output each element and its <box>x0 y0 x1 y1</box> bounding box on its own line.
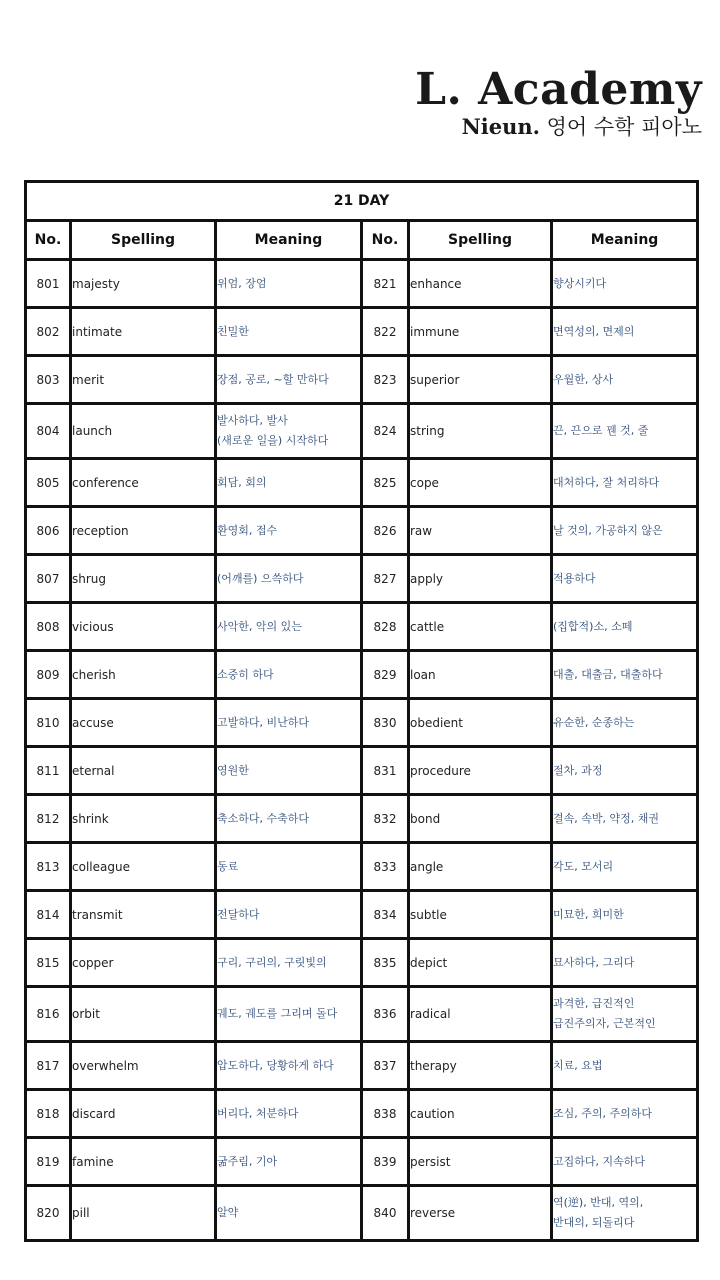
word-meaning: 조심, 주의, 주의하다 <box>552 1090 698 1138</box>
word-meaning: 대처하다, 잘 처리하다 <box>552 459 698 507</box>
word-number: 804 <box>26 404 71 459</box>
word-spelling: reception <box>71 507 216 555</box>
table-row <box>26 507 698 555</box>
word-number: 821 <box>362 260 409 308</box>
word-spelling: cope <box>409 459 552 507</box>
word-meaning: 발사하다, 발사 (새로운 일을) 시작하다 <box>216 404 362 459</box>
word-number: 817 <box>26 1042 71 1090</box>
word-spelling: procedure <box>409 747 552 795</box>
table-row <box>26 843 698 891</box>
word-spelling: therapy <box>409 1042 552 1090</box>
word-meaning: (집합적)소, 소떼 <box>552 603 698 651</box>
word-meaning: 대출, 대출금, 대출하다 <box>552 651 698 699</box>
word-number: 837 <box>362 1042 409 1090</box>
header-no: No. <box>362 221 409 260</box>
word-spelling: immune <box>409 308 552 356</box>
word-meaning: 결속, 속박, 약정, 채권 <box>552 795 698 843</box>
table-row <box>26 404 698 459</box>
word-spelling: orbit <box>71 987 216 1042</box>
word-number: 819 <box>26 1138 71 1186</box>
table-row <box>26 555 698 603</box>
word-meaning: 축소하다, 수축하다 <box>216 795 362 843</box>
header-spelling: Spelling <box>409 221 552 260</box>
table-row <box>26 308 698 356</box>
word-number: 825 <box>362 459 409 507</box>
academy-logo <box>415 66 702 140</box>
table-row <box>26 459 698 507</box>
word-number: 801 <box>26 260 71 308</box>
word-spelling: enhance <box>409 260 552 308</box>
word-number: 835 <box>362 939 409 987</box>
word-number: 808 <box>26 603 71 651</box>
word-number: 822 <box>362 308 409 356</box>
word-number: 826 <box>362 507 409 555</box>
word-spelling: colleague <box>71 843 216 891</box>
word-spelling: copper <box>71 939 216 987</box>
word-spelling: loan <box>409 651 552 699</box>
word-spelling: intimate <box>71 308 216 356</box>
word-spelling: cattle <box>409 603 552 651</box>
word-spelling: radical <box>409 987 552 1042</box>
word-meaning: 적용하다 <box>552 555 698 603</box>
word-meaning: (어깨를) 으쓱하다 <box>216 555 362 603</box>
word-spelling: reverse <box>409 1186 552 1241</box>
word-meaning: 각도, 모서리 <box>552 843 698 891</box>
word-spelling: string <box>409 404 552 459</box>
word-number: 836 <box>362 987 409 1042</box>
word-number: 820 <box>26 1186 71 1241</box>
word-meaning: 압도하다, 당황하게 하다 <box>216 1042 362 1090</box>
word-number: 838 <box>362 1090 409 1138</box>
word-number: 806 <box>26 507 71 555</box>
word-number: 834 <box>362 891 409 939</box>
word-number: 833 <box>362 843 409 891</box>
word-spelling: pill <box>71 1186 216 1241</box>
word-spelling: accuse <box>71 699 216 747</box>
word-spelling: majesty <box>71 260 216 308</box>
word-meaning: 장점, 공로, ~할 만하다 <box>216 356 362 404</box>
word-spelling: apply <box>409 555 552 603</box>
word-spelling: obedient <box>409 699 552 747</box>
word-number: 829 <box>362 651 409 699</box>
table-row <box>26 1090 698 1138</box>
vocab-table <box>24 180 699 1242</box>
table-row <box>26 987 698 1042</box>
table-row <box>26 795 698 843</box>
word-meaning: 우월한, 상사 <box>552 356 698 404</box>
word-meaning: 친밀한 <box>216 308 362 356</box>
header-meaning: Meaning <box>216 221 362 260</box>
word-meaning: 향상시키다 <box>552 260 698 308</box>
word-meaning: 알약 <box>216 1186 362 1241</box>
word-number: 805 <box>26 459 71 507</box>
word-meaning: 버리다, 처분하다 <box>216 1090 362 1138</box>
word-number: 810 <box>26 699 71 747</box>
logo-subjects: 영어 수학 피아노 <box>546 115 702 139</box>
word-number: 815 <box>26 939 71 987</box>
word-number: 813 <box>26 843 71 891</box>
word-spelling: vicious <box>71 603 216 651</box>
word-number: 811 <box>26 747 71 795</box>
word-meaning: 끈, 끈으로 꿴 것, 줄 <box>552 404 698 459</box>
table-row <box>26 939 698 987</box>
word-meaning: 영원한 <box>216 747 362 795</box>
header-spelling: Spelling <box>71 221 216 260</box>
word-spelling: famine <box>71 1138 216 1186</box>
word-meaning: 궤도, 궤도를 그리며 돌다 <box>216 987 362 1042</box>
word-number: 832 <box>362 795 409 843</box>
word-spelling: cherish <box>71 651 216 699</box>
header-no: No. <box>26 221 71 260</box>
logo-main-text: L. Academy <box>415 64 702 115</box>
word-spelling: bond <box>409 795 552 843</box>
word-number: 814 <box>26 891 71 939</box>
word-spelling: angle <box>409 843 552 891</box>
word-spelling: depict <box>409 939 552 987</box>
word-number: 823 <box>362 356 409 404</box>
table-row <box>26 747 698 795</box>
word-spelling: discard <box>71 1090 216 1138</box>
word-meaning: 소중히 하다 <box>216 651 362 699</box>
word-meaning: 굶주림, 기아 <box>216 1138 362 1186</box>
word-number: 818 <box>26 1090 71 1138</box>
word-meaning: 전달하다 <box>216 891 362 939</box>
word-meaning: 역(逆), 반대, 역의, 반대의, 되돌리다 <box>552 1186 698 1241</box>
word-meaning: 동료 <box>216 843 362 891</box>
word-meaning: 고발하다, 비난하다 <box>216 699 362 747</box>
word-spelling: transmit <box>71 891 216 939</box>
word-meaning: 면역성의, 면제의 <box>552 308 698 356</box>
vocab-body <box>26 260 698 1241</box>
word-number: 828 <box>362 603 409 651</box>
table-row <box>26 651 698 699</box>
word-spelling: conference <box>71 459 216 507</box>
word-meaning: 미묘한, 희미한 <box>552 891 698 939</box>
word-spelling: shrug <box>71 555 216 603</box>
word-meaning: 사악한, 악의 있는 <box>216 603 362 651</box>
word-spelling: eternal <box>71 747 216 795</box>
word-spelling: subtle <box>409 891 552 939</box>
word-number: 803 <box>26 356 71 404</box>
word-number: 840 <box>362 1186 409 1241</box>
word-number: 802 <box>26 308 71 356</box>
logo-sub-text <box>415 114 702 140</box>
header-meaning: Meaning <box>552 221 698 260</box>
word-spelling: overwhelm <box>71 1042 216 1090</box>
table-row <box>26 260 698 308</box>
word-meaning: 과격한, 급진적인 급진주의자, 근본적인 <box>552 987 698 1042</box>
word-meaning: 묘사하다, 그리다 <box>552 939 698 987</box>
table-row <box>26 891 698 939</box>
word-number: 809 <box>26 651 71 699</box>
word-number: 816 <box>26 987 71 1042</box>
word-spelling: raw <box>409 507 552 555</box>
word-meaning: 환영회, 접수 <box>216 507 362 555</box>
word-number: 839 <box>362 1138 409 1186</box>
word-meaning: 구리, 구리의, 구릿빛의 <box>216 939 362 987</box>
table-row <box>26 1138 698 1186</box>
word-spelling: caution <box>409 1090 552 1138</box>
word-number: 824 <box>362 404 409 459</box>
table-row <box>26 1186 698 1241</box>
word-number: 830 <box>362 699 409 747</box>
word-spelling: launch <box>71 404 216 459</box>
word-meaning: 고집하다, 지속하다 <box>552 1138 698 1186</box>
word-meaning: 날 것의, 가공하지 않은 <box>552 507 698 555</box>
table-title: 21 DAY <box>26 182 698 221</box>
word-meaning: 절차, 과정 <box>552 747 698 795</box>
word-number: 807 <box>26 555 71 603</box>
table-row <box>26 356 698 404</box>
logo-brand: Nieun. <box>461 114 540 139</box>
table-row <box>26 699 698 747</box>
word-spelling: persist <box>409 1138 552 1186</box>
word-number: 827 <box>362 555 409 603</box>
word-spelling: superior <box>409 356 552 404</box>
word-meaning: 위엄, 장엄 <box>216 260 362 308</box>
word-meaning: 회담, 회의 <box>216 459 362 507</box>
word-meaning: 유순한, 순종하는 <box>552 699 698 747</box>
table-row <box>26 1042 698 1090</box>
word-meaning: 치료, 요법 <box>552 1042 698 1090</box>
word-spelling: merit <box>71 356 216 404</box>
word-spelling: shrink <box>71 795 216 843</box>
word-number: 831 <box>362 747 409 795</box>
word-number: 812 <box>26 795 71 843</box>
table-row <box>26 603 698 651</box>
